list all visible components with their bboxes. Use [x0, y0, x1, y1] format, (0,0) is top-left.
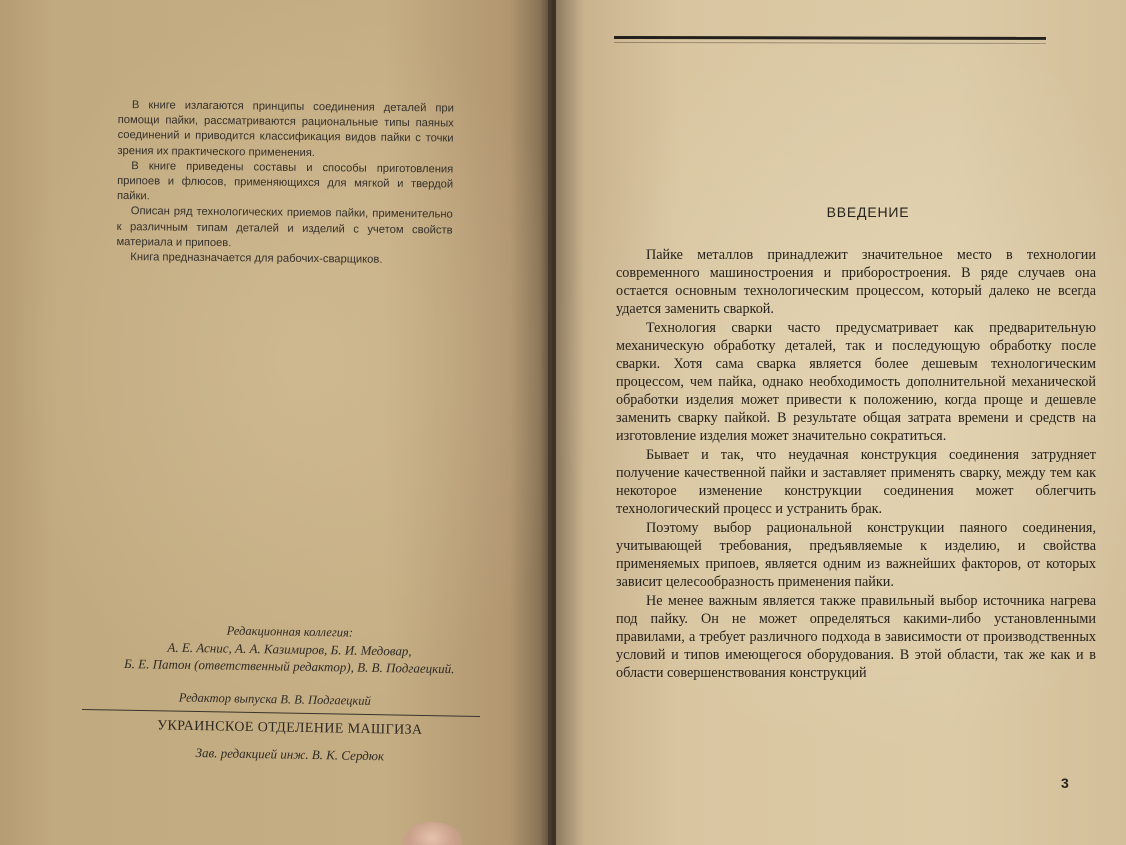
- publisher-name: УКРАИНСКОЕ ОТДЕЛЕНИЕ МАШГИЗА: [157, 718, 423, 738]
- annotation-paragraph: Книга предназначается для рабочих-сварщиков.: [130, 251, 383, 266]
- book-annotation: [116, 98, 454, 269]
- right-page: [556, 0, 1126, 845]
- introduction-text: [616, 247, 1096, 684]
- body-paragraph: Не менее важным является также правильный выбор источника нагрева под пайку. Он не может определяться какими-либо установленными правилами, а требует различного подхода в зависимости от производственных условий и типов имеющегося оборудования. В этой области, так же как и в области совершенствования конструкций: [616, 593, 1096, 681]
- left-page: [0, 0, 548, 845]
- annotation-paragraph: В книге излагаются принципы соединения деталей при помощи пайки, рассматриваются рациональные типы паяных соединений и приводится классификация видов пайки с точки зрения их практического применения.: [117, 99, 454, 159]
- editorial-board-heading: Редакционная коллегия:: [226, 623, 354, 640]
- editorial-board-members-line-2: Б. Е. Патон (ответственный редактор), В. В. Подгаецкий.: [123, 656, 455, 677]
- editorial-board-members-line-1: А. Е. Аснис, А. А. Казимиров, Б. И. Медовар,: [167, 639, 412, 659]
- body-paragraph: Бывает и так, что неудачная конструкция соединения затрудняет получение качественной пайки и заставляет применять сварку, между тем как некоторое изменение конструкции соединения может облегчить технологический процесс и устранить брак.: [616, 446, 1096, 517]
- page-number: 3: [1061, 775, 1069, 791]
- publisher-divider: [82, 709, 480, 717]
- chapter-title: ВВЕДЕНИЕ: [826, 204, 910, 220]
- header-rule: [614, 36, 1046, 40]
- issue-editor: Редактор выпуска В. В. Подгаецкий: [178, 690, 371, 708]
- editorial-board: [59, 620, 520, 678]
- header-rule-thin: [614, 42, 1046, 44]
- annotation-paragraph: Описан ряд технологических приемов пайки, применительно к различным типам деталей и изделий с учетом свойств материала и припоев.: [116, 205, 453, 250]
- head-of-editorial-office: Зав. редакцией инж. В. К. Сердюк: [195, 745, 385, 764]
- body-paragraph: Пайке металлов принадлежит значительное место в технологии современного машиностроения и приборостроения. В ряде случаев она остается основным технологическим процессом, который далеко не всегда удается заменить сваркой.: [616, 247, 1096, 317]
- body-paragraph: Технология сварки часто предусматривает как предварительную механическую обработку деталей, так и последующую обработку после сварки. Хотя сама сварка является более дешевым технологическим процессом, чем пайка, однако необходимость дополнительной механической обработки изделия может привести к положению, когда проще и дешевле заменить сварку пайкой. В результате общая затрата времени и средств на изготовление изделия может значительно сократиться.: [616, 320, 1096, 444]
- annotation-paragraph: В книге приведены составы и способы приготовления припоев и флюсов, применяющихся для мягкой и твердой пайки.: [116, 159, 454, 203]
- body-paragraph: Поэтому выбор рациональной конструкции паяного соединения, учитывающей требования, предъявляемые к изделию, и свойства применяемых припоев, является одним из важнейших факторов, от которых зависит целесообразность применения пайки.: [616, 520, 1096, 590]
